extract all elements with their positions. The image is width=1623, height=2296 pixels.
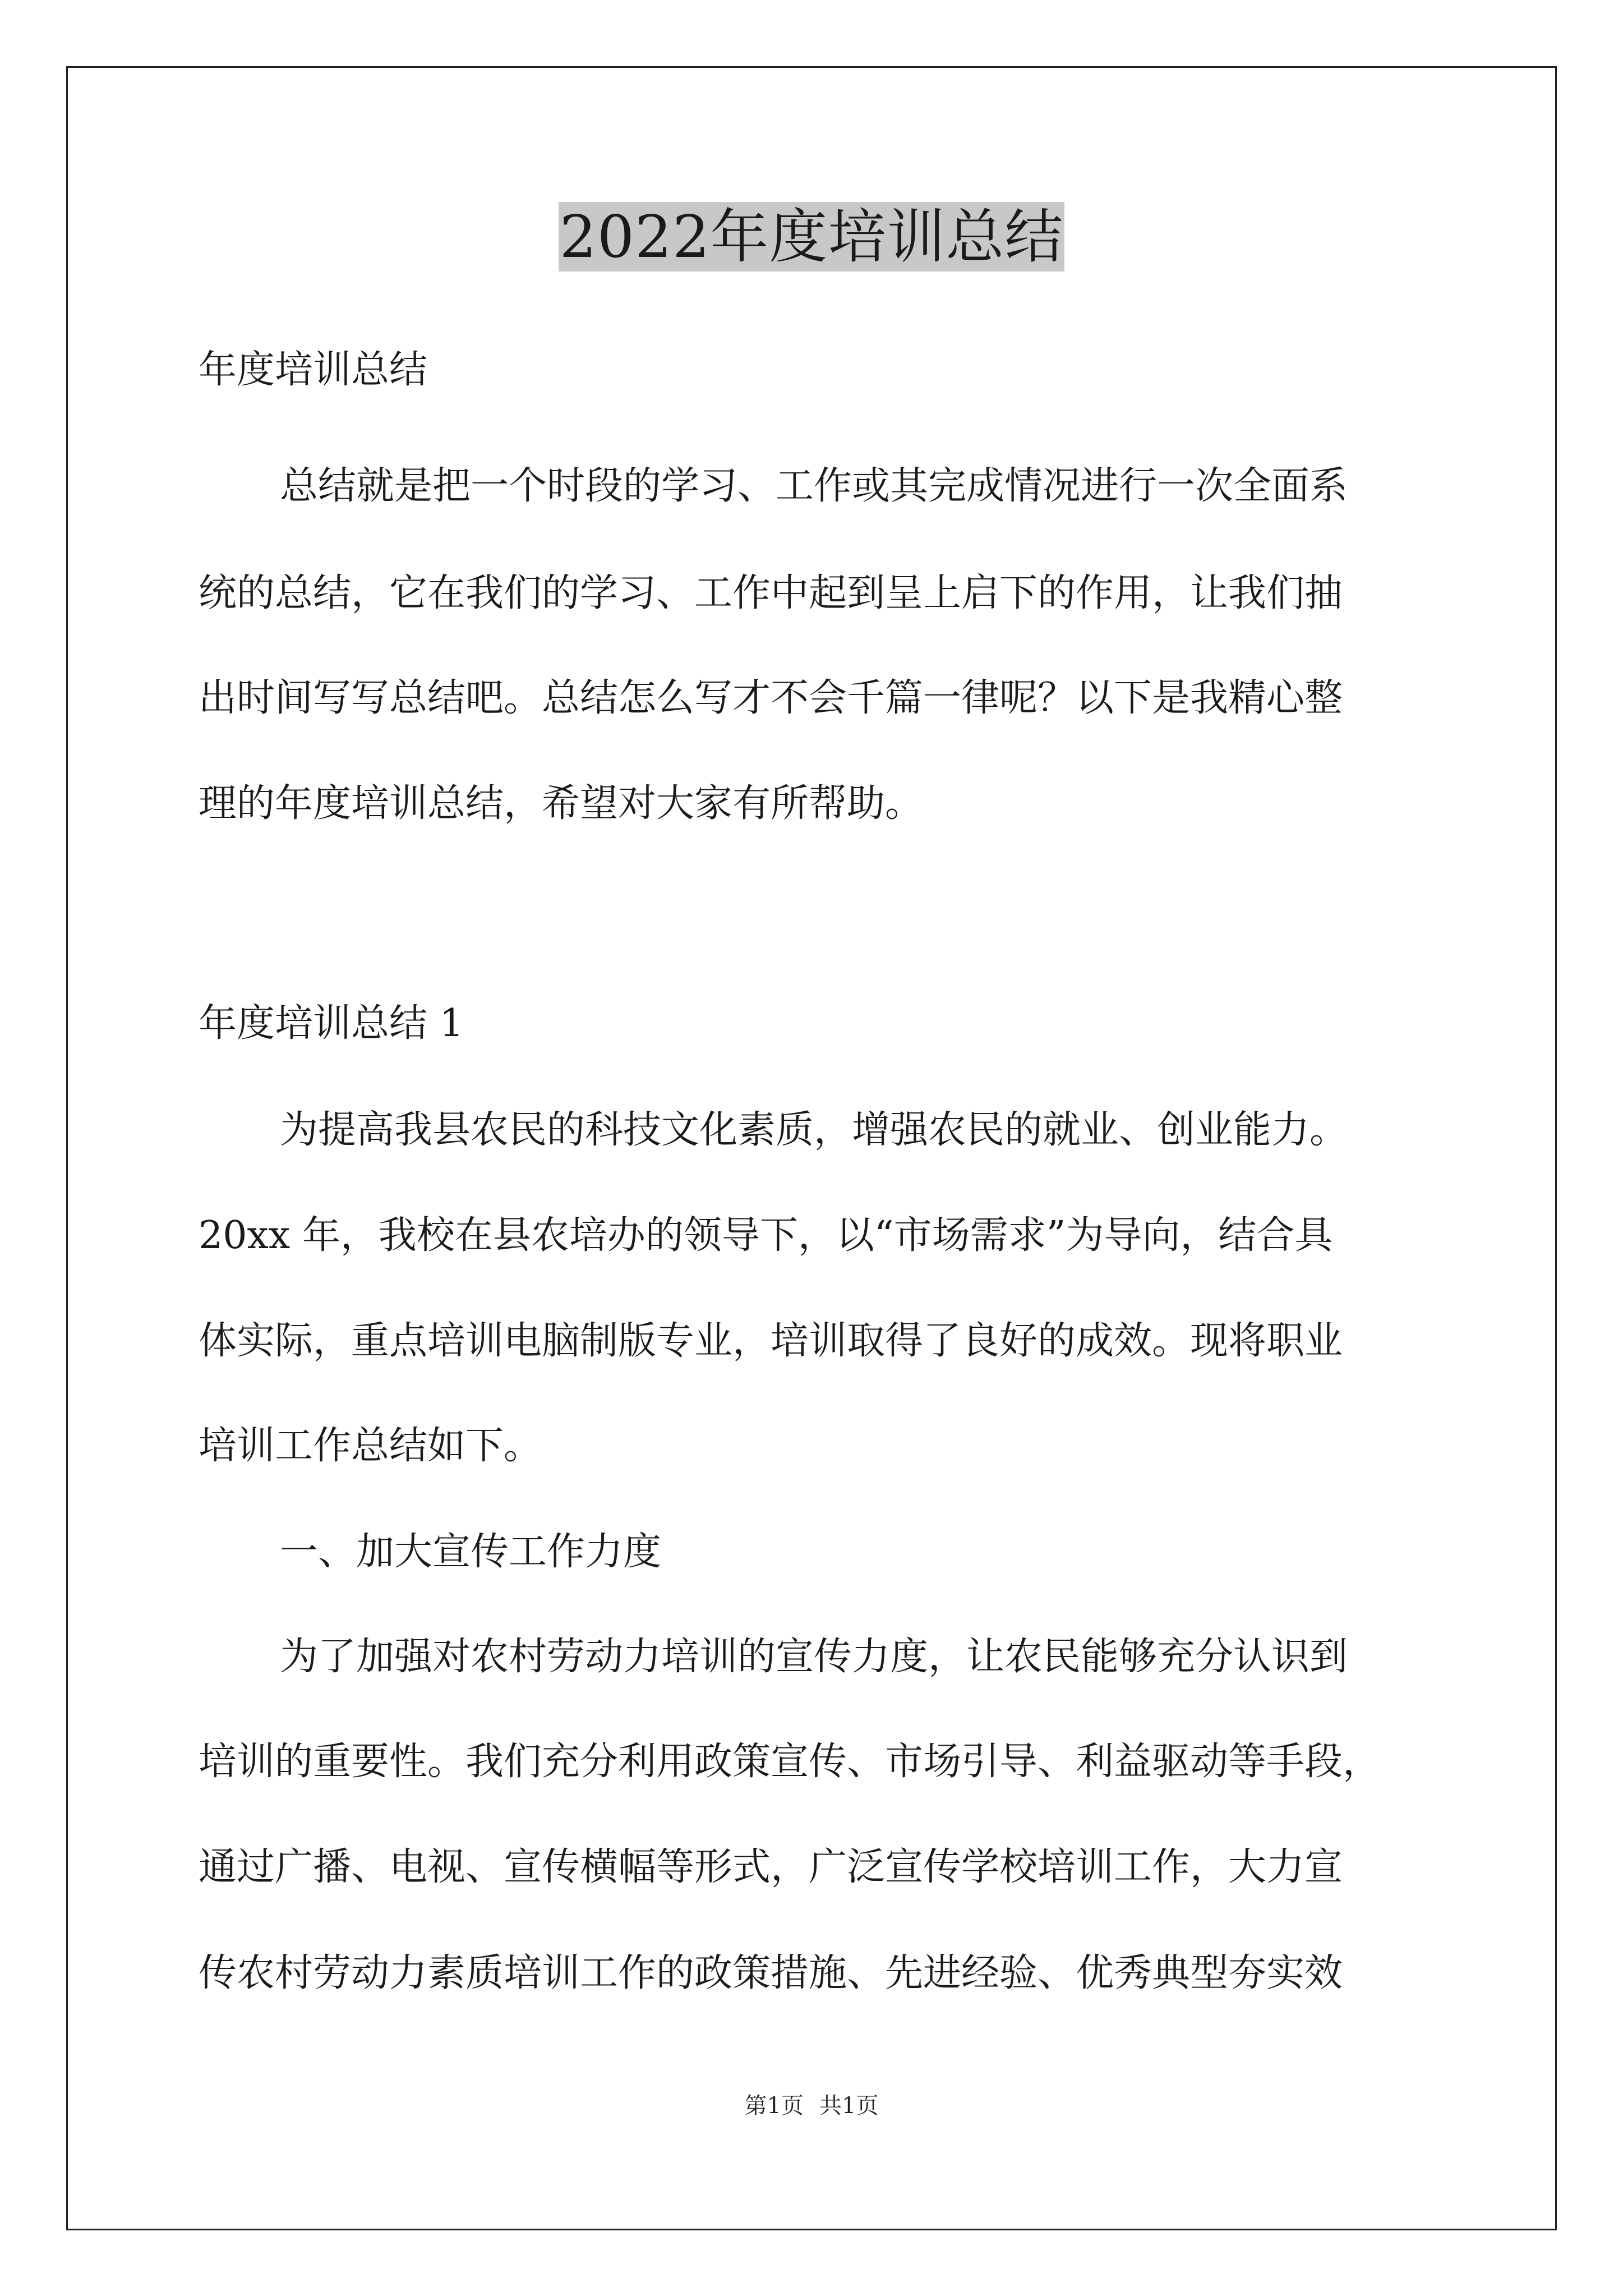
paragraph-line: 传农村劳动力素质培训工作的政策措施、先进经验、优秀典型夯实效 bbox=[199, 1951, 1343, 1995]
intro-heading: 年度培训总结 bbox=[199, 348, 428, 392]
paragraph-line: 理的年度培训总结，希望对大家有所帮助。 bbox=[199, 781, 924, 826]
paragraph-line: 20xx 年，我校在县农培办的领导下，以“市场需求”为导向，结合具 bbox=[199, 1213, 1333, 1258]
paragraph-line: 培训的重要性。我们充分利用政策宣传、市场引导、利益驱动等手段， bbox=[199, 1740, 1381, 1784]
paragraph-line: 出时间写写总结吧。总结怎么写才不会千篇一律呢？以下是我精心整 bbox=[199, 676, 1343, 720]
subsection-heading: 一、加大宣传工作力度 bbox=[280, 1530, 662, 1574]
paragraph-line: 培训工作总结如下。 bbox=[199, 1424, 542, 1468]
paragraph-line: 体实际，重点培训电脑制版专业，培训取得了良好的成效。现将职业 bbox=[199, 1319, 1343, 1363]
page-number: 第1页 bbox=[744, 2093, 804, 2119]
paragraph-line: 通过广播、电视、宣传横幅等形式，广泛宣传学校培训工作，大力宣 bbox=[199, 1845, 1343, 1889]
paragraph-line: 为提高我县农民的科技文化素质，增强农民的就业、创业能力。 bbox=[280, 1108, 1348, 1152]
paragraph-line: 为了加强对农村劳动力培训的宣传力度，让农民能够充分认识到 bbox=[280, 1635, 1348, 1679]
page-footer bbox=[0, 2092, 1623, 2119]
title-area bbox=[0, 202, 1623, 272]
paragraph-line: 统的总结，它在我们的学习、工作中起到呈上启下的作用，让我们抽 bbox=[199, 571, 1343, 615]
section-heading: 年度培训总结 1 bbox=[199, 1001, 464, 1046]
page-total: 共1页 bbox=[819, 2093, 879, 2119]
document-title: 2022年度培训总结 bbox=[559, 203, 1064, 271]
paragraph-line: 总结就是把一个时段的学习、工作或其完成情况进行一次全面系 bbox=[280, 464, 1348, 508]
